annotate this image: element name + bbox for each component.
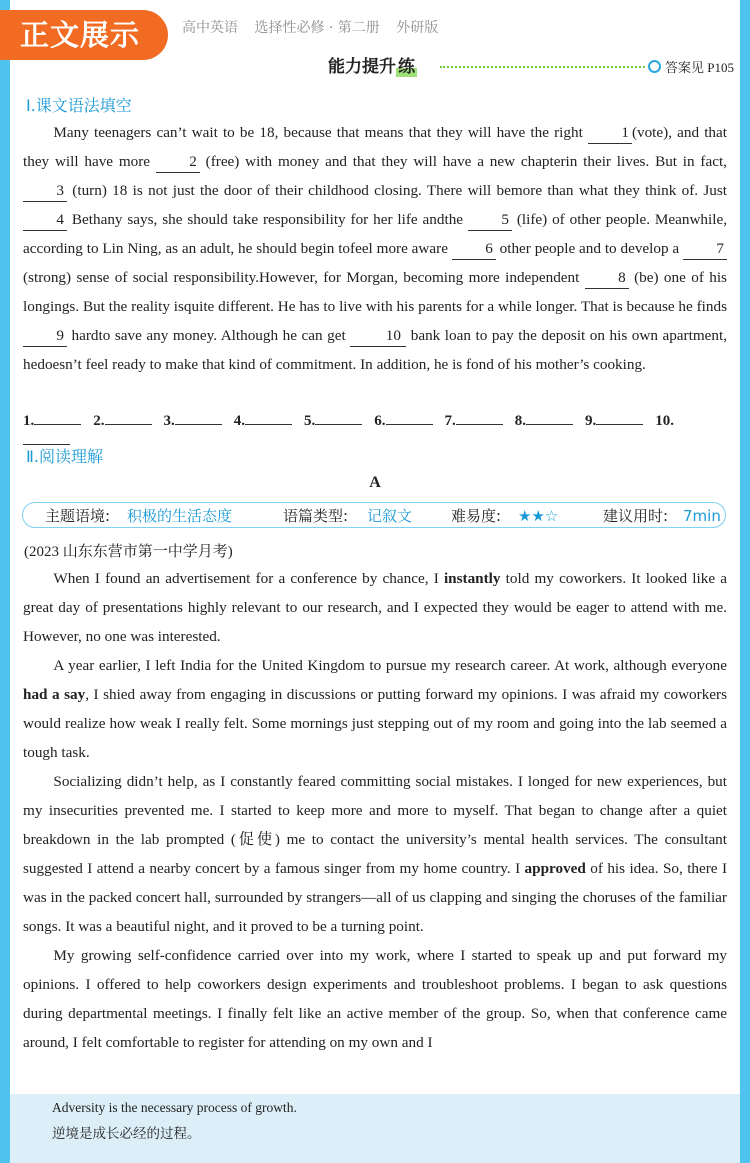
answer-label: 3. [163, 413, 175, 429]
cloze-text: bank loan to pay the deposit on his own apartment, he [23, 327, 727, 373]
time-value: 7min [683, 507, 721, 525]
passage-text: told my coworkers. It looked like a great day of presentations highly relevant to our research, and I expected they would be eager to attend with me. However, no one was interested. [23, 570, 727, 645]
cloze-blank[interactable]: 8 [585, 268, 629, 289]
cloze-blank[interactable]: 6 [452, 239, 496, 260]
answer-blank[interactable] [23, 430, 70, 445]
cloze-paragraph [23, 118, 727, 379]
cloze-text: (vote), and that they will have more [23, 124, 727, 170]
passage-label: A [369, 474, 381, 491]
answer-blank[interactable] [315, 410, 362, 425]
key-phrase: had a say [23, 686, 86, 703]
cloze-text: (be) one of his longings. But the reality is [23, 269, 727, 315]
cloze-blank[interactable]: 3 [23, 181, 67, 202]
answer-blank[interactable] [34, 410, 81, 425]
answer-label: 6. [374, 413, 386, 429]
reading-passage [23, 564, 727, 1057]
passage-text: of his idea. So, there I was in the packed concert hall, surrounded by strangers—all of us clapping and singing the choruses of the familiar songs. It was a beautiful night, and it proved to be a turning point. [23, 860, 728, 935]
answer-reference-text: 答案见 P105 [665, 60, 734, 75]
crumb-book: 选择性必修 · 第二册 [254, 20, 380, 36]
crumb-edition: 外研版 [396, 20, 439, 36]
section-title-highlight: 练 [398, 57, 415, 77]
cloze-text: feel more aware [350, 240, 452, 257]
cloze-text: However, for Morgan, becoming more independent [259, 269, 585, 286]
cloze-passage [23, 118, 727, 379]
passage-text: , I shied away from engaging in discussions or putting forward my opinions. I was afraid my coworkers would realize how weak I really felt. Some mornings just stepping out of my room and going into the lab seemed a tough task. [23, 686, 728, 761]
answer-label: 7. [444, 413, 456, 429]
passage-paragraph [23, 651, 727, 767]
cloze-blank[interactable]: 4 [23, 210, 67, 231]
answer-label: 10. [655, 413, 674, 429]
answer-reference [648, 57, 734, 76]
answer-blank[interactable] [526, 410, 573, 425]
answer-blanks-row [23, 410, 727, 450]
cloze-blank[interactable]: 9 [23, 326, 67, 347]
answer-label: 5. [304, 413, 316, 429]
quote-chinese: 逆境是成长必经的过程。 [52, 1126, 201, 1142]
search-icon [648, 60, 661, 73]
cloze-text: more than what they think of. Just [510, 182, 727, 199]
passage-text: Socializing didn’t help, as I constantly feared committing social mistakes. I longed for new experiences, but my insecurities prevented me. I started to keep more and more to myself. That began to change after a quiet breakdown in the lab prompted (促使) me to contact the university’s mental health services. The consultant suggested I attend a nearby concert by a famous singer from my home country. I [23, 773, 727, 877]
cloze-text: (turn) 18 is not just the door of their childhood closing. There will be [67, 182, 511, 199]
section-title [328, 52, 417, 77]
passage-paragraph [23, 564, 727, 651]
key-phrase: instantly [443, 570, 501, 587]
passage-text: When I found an advertisement for a conference by chance, I [53, 570, 444, 587]
dotted-divider [440, 66, 645, 68]
answer-label: 1. [23, 413, 35, 429]
answer-blank[interactable] [596, 410, 643, 425]
answer-blank[interactable] [105, 410, 152, 425]
cloze-text: to save any money. Although he can get [98, 327, 351, 344]
cloze-blank[interactable]: 1 [588, 123, 632, 144]
cloze-text: hard [67, 327, 99, 344]
answer-label: 8. [514, 413, 526, 429]
type-value: 记叙文 [367, 507, 413, 525]
passage-info-bar [22, 502, 726, 528]
answer-blank[interactable] [175, 410, 222, 425]
passage-text: A year earlier, I left India for the United Kingdom to pursue my research career. At work, although everyone [53, 657, 727, 674]
key-phrase: approved [524, 860, 586, 877]
answer-blank[interactable] [386, 410, 433, 425]
cloze-blank[interactable]: 2 [156, 152, 200, 173]
cloze-text: (life) of other people. Meanwhile, according to Lin Ning, as an adult, he should begin to [23, 211, 727, 257]
answer-label: 9. [585, 413, 597, 429]
cloze-blank[interactable]: 5 [468, 210, 512, 231]
part1-heading: Ⅰ.课文语法填空 [26, 96, 132, 115]
passage-text: My growing self-confidence carried over into my work, where I started to speak up and put forward my opinions. I offered to help coworkers design experiments and troubleshoot problems. I began to ask questions during departmental meetings. I finally felt like an active member of the group. So, when that conference came around, I felt comfortable to register for attending on my own and I [23, 947, 727, 1051]
cloze-text: (strong) sense of social responsibility. [23, 269, 260, 286]
answer-blank[interactable] [245, 410, 292, 425]
section-tag: 正文展示 [0, 10, 168, 60]
cloze-blank[interactable]: 10 [350, 326, 406, 347]
passage-paragraph [23, 941, 727, 1057]
cloze-text: quite different. He has to live with his parents for a while longer. That is because he finds [183, 298, 727, 315]
crumb-subject: 高中英语 [182, 20, 238, 36]
cloze-text: Bethany says, she should take responsibility for her life and [67, 211, 445, 228]
answer-blank[interactable] [456, 410, 503, 425]
cloze-blank[interactable]: 7 [683, 239, 727, 260]
theme-label: 主题语境: [45, 507, 111, 525]
cloze-text: in their lives. But in fact, [565, 153, 727, 170]
type-label: 语篇类型: [283, 507, 349, 525]
page [10, 0, 740, 1163]
time-label: 建议用时: [603, 507, 669, 525]
part2-heading: Ⅱ.阅读理解 [26, 447, 103, 466]
breadcrumb [182, 17, 450, 37]
cloze-text: the [444, 211, 468, 228]
cloze-text: doesn’t feel ready to make that kind of commitment. In addition, he is fond of his mother’s cooking. [37, 356, 646, 373]
theme-value: 积极的生活态度 [127, 507, 233, 525]
cloze-text: (free) with money and that they will have a new chapter [199, 153, 566, 170]
answer-label: 2. [93, 413, 105, 429]
cloze-text: Many teenagers can’t wait to be 18, because that means that they will have the right [53, 124, 588, 141]
cloze-text: other people and to develop a [495, 240, 684, 257]
section-title-text: 能力提升 [328, 57, 396, 77]
answer-label: 4. [233, 413, 245, 429]
quote-english: Adversity is the necessary process of growth. [52, 1100, 297, 1115]
difficulty-label: 难易度: [451, 507, 502, 525]
difficulty-stars: ★★☆ [518, 507, 559, 525]
passage-paragraph [23, 767, 727, 941]
footer-quote [10, 1094, 740, 1163]
passage-source: (2023 山东东营市第一中学月考) [24, 544, 233, 560]
